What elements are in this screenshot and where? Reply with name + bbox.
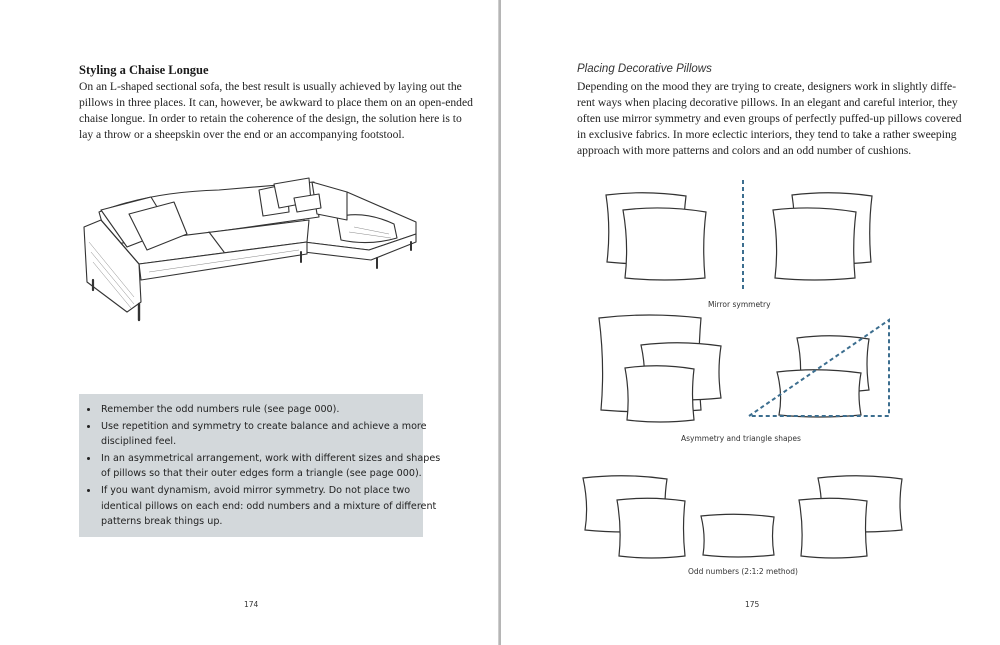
tips-box (79, 394, 441, 537)
tip-item (99, 419, 427, 450)
section-heading: Styling a Chaise Longue (79, 63, 209, 77)
paragraph-line: approach with more patterns and colors and an odd number of cushions. (577, 144, 912, 157)
sectional-sofa-illustration (79, 172, 419, 327)
tip-item (99, 402, 409, 418)
tip-line: • If you want dynamism, avoid mirror symmetry. Do not place two (101, 484, 411, 496)
tip-line: • In an asymmetrical arrangement, work with different sizes and shapes (101, 452, 441, 464)
paragraph-line: chaise longue. In order to retain the coherence of the design, the solution here is to (79, 112, 462, 125)
paragraph-line: often use mirror symmetry and even groups of perfectly puffed-up pillows covered (577, 112, 962, 125)
tip-item (99, 483, 437, 530)
section-heading: Placing Decorative Pillows (577, 63, 712, 75)
pillow-illustrations (501, 0, 1000, 645)
tip-line: disciplined feel. (101, 436, 177, 448)
paragraph-line: pillows in three places. It can, however, be awkward to place them on an open-ended (79, 96, 473, 109)
paragraph-line: lay a throw or a sheepskin over the end or an accompanying footstool. (79, 128, 405, 141)
asymmetry-group (599, 315, 889, 422)
caption-mirror-symmetry: Mirror symmetry (708, 300, 771, 309)
page-number: 175 (745, 600, 760, 609)
left-page (0, 0, 499, 645)
page-number: 174 (244, 600, 259, 609)
tip-line: • Remember the odd numbers rule (see page 000). (101, 404, 340, 415)
tip-line: identical pillows on each end: odd numbers and a mixture of different (101, 500, 437, 512)
paragraph-line: On an L-shaped sectional sofa, the best result is usually achieved by laying out the (79, 80, 462, 93)
odd-numbers-group (583, 476, 902, 558)
tips-list (79, 394, 441, 530)
paragraph-line: rent ways when placing decorative pillows. In an elegant and careful interior, they (577, 96, 958, 109)
tip-line: of pillows so that their outer edges form a triangle (see page 000). (101, 468, 422, 480)
tip-line: patterns break things up. (101, 516, 223, 528)
paragraph-line: in exclusive fabrics. In more eclectic interiors, they tend to take a rather sweeping (577, 128, 957, 141)
left-paragraph (79, 79, 473, 143)
mirror-symmetry-group (606, 180, 872, 290)
tip-line: • Use repetition and symmetry to create balance and achieve a more (101, 420, 427, 432)
caption-odd-numbers: Odd numbers (2:1:2 method) (688, 567, 798, 576)
right-page (501, 0, 1000, 645)
caption-asymmetry: Asymmetry and triangle shapes (681, 434, 801, 443)
tip-item (99, 451, 441, 482)
paragraph-line: Depending on the mood they are trying to create, designers work in slightly diffe- (577, 80, 957, 93)
